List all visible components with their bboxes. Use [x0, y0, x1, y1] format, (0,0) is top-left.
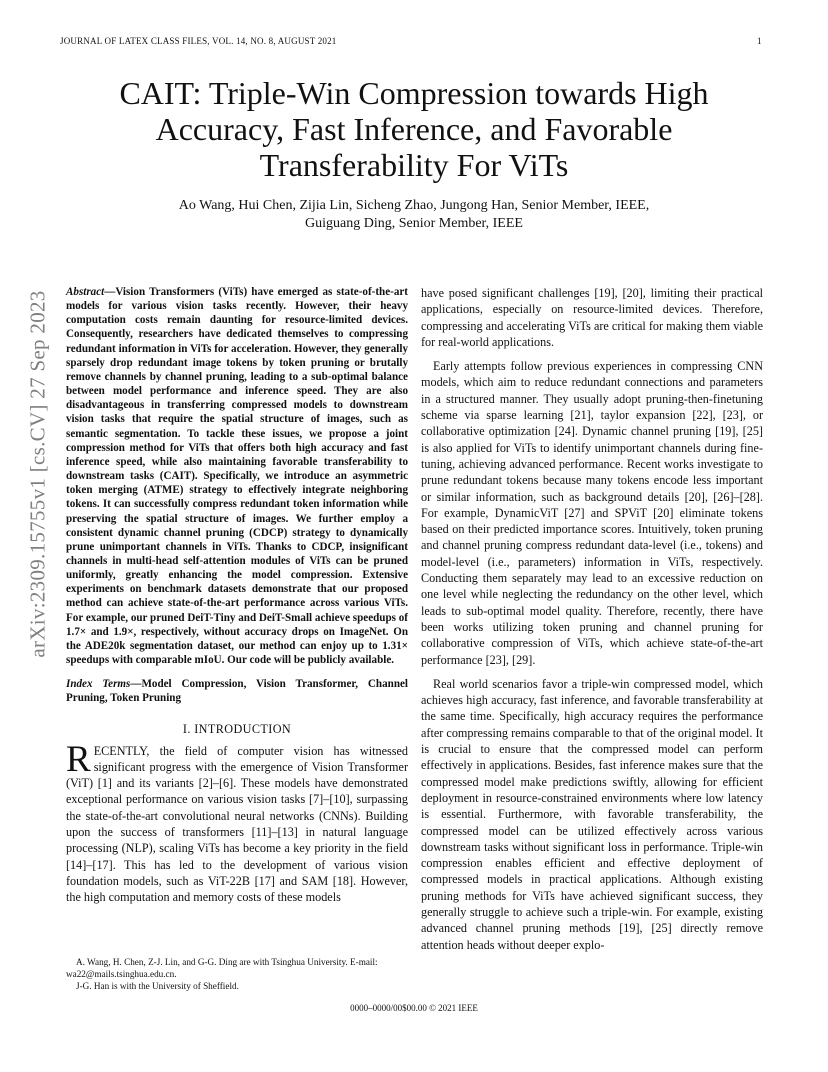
arxiv-stamp: arXiv:2309.15755v1 [cs.CV] 27 Sep 2023 — [25, 290, 50, 658]
abstract-text: —Vision Transformers (ViTs) have emerged as state-of-the-art models for various vision tasks recently. However, their heavy computation costs remain daunting for resource-limited devices. Consequently, researchers have dedicated themselves to compressing redundant information in ViTs for acceleration. However, they generally sparsely drop redundant image tokens by token pruning or brutally remove channels by channel pruning, leading to a sub-optimal balance between model performance and inference speed. They are also disadvantageous in transferring compressed models to downstream vision tasks that require the spatial structure of images, such as semantic segmentation. To tackle these issues, we propose a joint compression method for ViTs that offers both high accuracy and fast inference speed, while also maintaining favorable transferability to downstream tasks (CAIT). Specifically, we introduce an asymmetric token merging (ATME) strategy to effectively integrate neighboring tokens. It can successfully compress redundant token information while preserving the spatial structure of images. We further employ a consistent dynamic channel pruning (CDCP) strategy to dynamically prune unimportant channels in ViTs. Thanks to CDCP, insignificant channels in multi-head self-attention modules of ViTs can be pruned uniformly, greatly enhancing the model compression. Extensive experiments on benchmark datasets demonstrate that our proposed method can achieve state-of-the-art performance across various ViTs. For example, our pruned DeiT-Tiny and DeiT-Small achieve speedups of 1.7× and 1.9×, respectively, without accuracy drops on ImageNet. On the ADE20k segmentation dataset, our method can enjoy up to 1.31× speedups with comparable mIoU. Our code will be publicly available. — [66, 286, 408, 667]
right-column — [421, 285, 763, 961]
drop-cap: R — [66, 738, 91, 780]
intro-paragraph-1-continued: have posed significant challenges [19], [20], limiting their practical applications, especially on resource-limited devices. Therefore, compressing and accelerating ViTs are critical for making them viable for real-world applications. — [421, 286, 763, 349]
title-line-1: CAIT: Triple-Win Compression towards High — [119, 75, 709, 111]
footnote-affiliation: A. Wang, H. Chen, Z-J. Lin, and G-G. Ding are with Tsinghua University. E-mail: wa22@mails.tsinghua.edu.cn. — [66, 957, 378, 979]
intro-paragraph-3: Real world scenarios favor a triple-win compressed model, which achieves high accuracy, fast inference, and favorable transferability at the same time. Specifically, high accuracy requires the performance after compressing remains comparable to that of the original model. It is crucial to ensure that the compressed model can perform effectively in applications. Besides, fast inference makes sure that the compressed model make predictions swiftly, allowing for efficient deployment in resource-constrained environments where low latency is essential. Furthermore, with favorable transferability, the compressed model can be utilized effectively across various downstream tasks without significant loss in performance. Triple-win compression enables efficient and effective deployment of compressed models in practical applications. Although existing pruning methods for ViTs have achieved significant success, they generally struggle to achieve such a triple-win. For example, existing advanced channel pruning methods [19], [25] directly remove attention heads without deeper explo- — [421, 676, 763, 952]
page-number: 1 — [757, 36, 762, 46]
intro-paragraph-1 — [66, 738, 408, 906]
section-title: I. INTRODUCTION — [182, 721, 292, 736]
paper-title — [60, 75, 768, 183]
index-terms — [66, 677, 408, 705]
abstract-label: Abstract — [66, 286, 105, 298]
left-column — [66, 285, 408, 906]
footnote — [66, 956, 408, 992]
authors-line-1: Ao Wang, Hui Chen, Zijia Lin, Sicheng Zhao, Jungong Han, Senior Member, IEEE, — [178, 198, 650, 213]
title-line-3: Transferability For ViTs — [259, 147, 569, 183]
title-block — [60, 75, 768, 233]
footnote-sheffield: J-G. Han is with the University of Sheffield. — [76, 981, 239, 991]
abstract — [66, 285, 408, 667]
copyright-footer: 0000–0000/00$00.00 © 2021 IEEE — [350, 1003, 478, 1013]
title-line-2: Accuracy, Fast Inference, and Favorable — [155, 111, 673, 147]
index-terms-label: Index Terms — [66, 678, 131, 691]
index-terms-text: —Model Compression, Vision Transformer, Channel Pruning, Token Pruning — [66, 678, 408, 705]
intro-paragraph-1-text: ECENTLY, the field of computer vision has witnessed significant progress with the emergence of Vision Transformer (ViT) [1] and its variants [2]–[6]. These models have demonstrated exceptional performance on various vision tasks [7]–[10], surpassing the state-of-the-art convolutional neural networks (CNNs). Building upon the success of transformers [11]–[13] in natural language processing (NLP), scaling ViTs has become a key priority in the field [14]–[17]. This has led to the development of various vision foundation models, such as ViT-22B [17] and SAM [18]. However, the high computation and memory costs of these models — [66, 743, 408, 905]
author-list — [60, 197, 768, 233]
running-header: JOURNAL OF LATEX CLASS FILES, VOL. 14, NO. 8, AUGUST 2021 — [60, 36, 337, 46]
authors-line-2: Guiguang Ding, Senior Member, IEEE — [305, 216, 523, 231]
intro-paragraph-2: Early attempts follow previous experiences in compressing CNN models, which aim to reduce redundant connections and parameters in a structured manner. They usually adopt pruning-then-finetuning scheme via sparse learning [21], taylor expansion [22], [23], or collaborative optimization [24]. Dynamic channel pruning [19], [25] is also applied for ViTs to identify unimportant channels during fine-tuning, achieving advanced performance. Recent works investigate to prune redundant tokens because many tokens encode less important or similar information, such as background details [20], [26]–[28]. For example, DynamicViT [27] and SPViT [20] eliminate tokens based on their predicted importance scores. Intuitively, token pruning and channel pruning compress redundant data-level (i.e., tokens) and model-level (i.e., parameters) information in ViTs, respectively. Conducting them separately may lead to an excessive reduction on one level while neglecting the redundancy on the other level, which leads to sub-optimal model quality. Therefore, recently, there have been works utilizing token pruning and channel pruning for collaborative compression of ViTs, which achieve state-of-the-art performance [23], [29]. — [421, 359, 763, 667]
